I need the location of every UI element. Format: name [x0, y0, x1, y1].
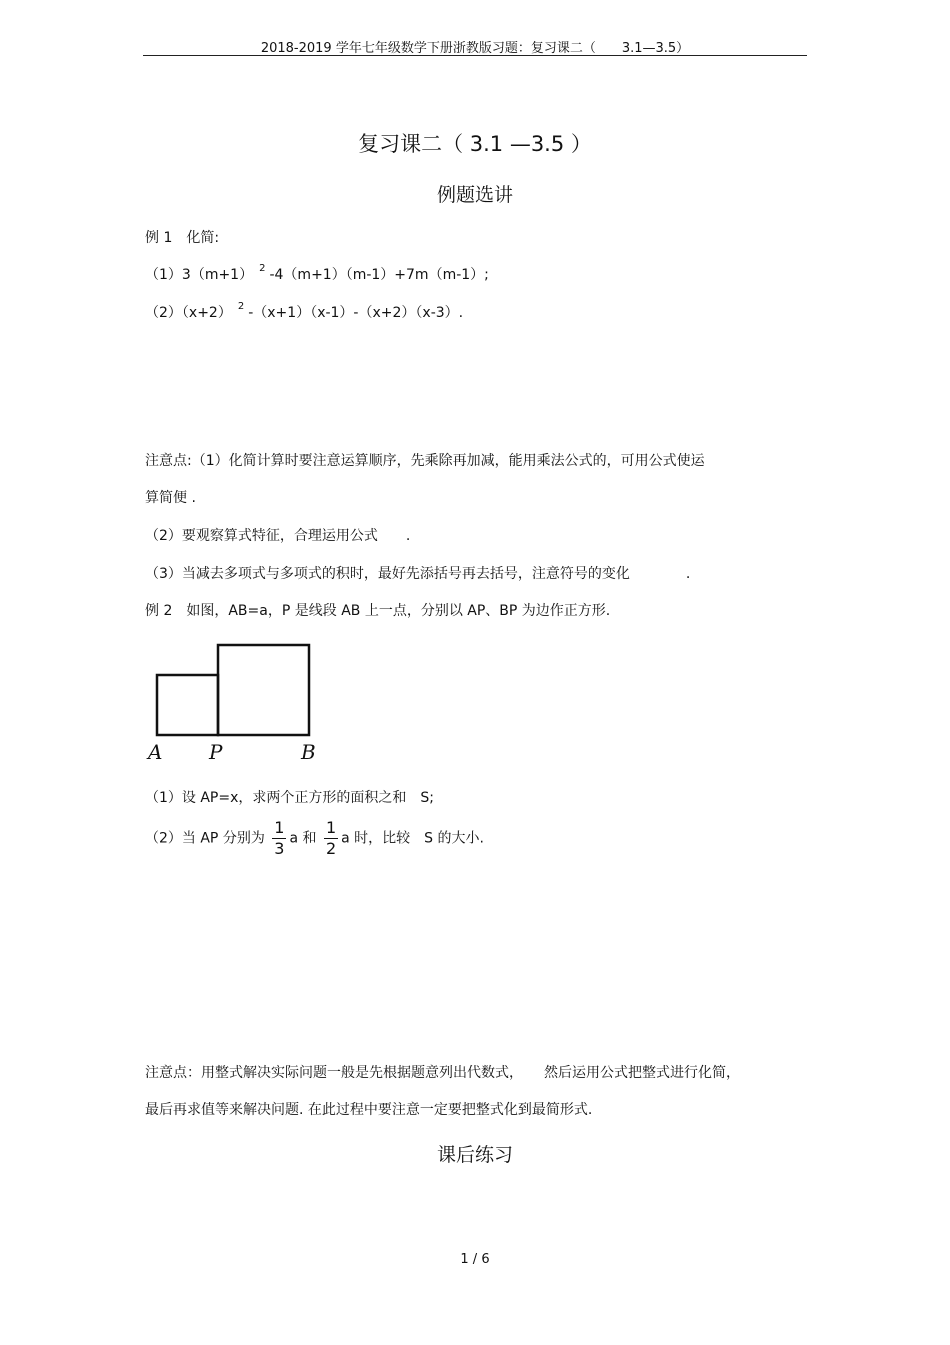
- note1-line4: （3）当减去多项式与多项式的积时，最好先添括号再去括号，注意符号的变化 .: [145, 566, 691, 582]
- square-ap: [157, 675, 218, 735]
- note1-line3: （2）要观察算式特征，合理运用公式 .: [145, 528, 411, 544]
- note2-line1: 注意点：用整式解决实际问题一般是先根据题意列出代数式， 然后运用公式把整式进行化简，: [145, 1065, 740, 1081]
- q2-mid: a 和: [289, 830, 317, 847]
- item2-prefix: （2）（x+2）: [145, 305, 232, 321]
- item1-rest: -4（m+1）（m-1）+7m（m-1）;: [269, 267, 489, 283]
- item1-exponent: 2: [259, 263, 266, 274]
- page-number: 1 / 6: [460, 1252, 490, 1267]
- example2-question1: （1）设 AP=x，求两个正方形的面积之和 S;: [145, 790, 434, 806]
- q2-prefix: （2）当 AP 分别为: [145, 830, 265, 847]
- section-heading-examples: 例题选讲: [436, 184, 513, 206]
- squares-figure: [143, 640, 333, 770]
- item2-exponent: 2: [237, 301, 245, 312]
- page-title: 复习课二（ 3.1 —3.5 ）: [358, 132, 592, 156]
- label-point-b: B: [301, 740, 316, 764]
- label-point-p: P: [209, 740, 223, 764]
- example2-heading: 例 2 如图，AB=a，P 是线段 AB 上一点，分别以 AP、BP 为边作正方形.: [145, 603, 611, 619]
- fraction-one-half: $\frac{1}{2}$: [325, 818, 337, 858]
- square-bp: [218, 645, 309, 735]
- page-header: 2018-2019 学年七年级数学下册浙教版习题：复习课二（ 3.1—3.5）: [260, 41, 690, 56]
- item1-prefix: （1）3（m+1）: [145, 267, 254, 283]
- example2-question2: [145, 818, 484, 859]
- note1-line1: 注意点:（1）化简计算时要注意运算顺序，先乘除再加减，能用乘法公式的，可用公式使运: [145, 453, 705, 469]
- note1-line2: 算简便 .: [145, 490, 196, 506]
- item2-rest: -（x+1）（x-1）-（x+2）（x-3）.: [248, 305, 464, 321]
- label-point-a: A: [148, 740, 163, 764]
- header-rule: [143, 55, 807, 56]
- fraction-one-third: $\frac{1}{3}$: [274, 818, 285, 858]
- example1-item1: [145, 264, 489, 284]
- q2-suffix: a 时，比较 S 的大小.: [341, 830, 484, 847]
- note2-line2: 最后再求值等来解决问题. 在此过程中要注意一定要把整式化到最简形式.: [145, 1102, 593, 1118]
- example1-heading: 例 1 化简:: [145, 230, 220, 246]
- example1-item2: [145, 302, 463, 322]
- section-heading-exercises: 课后练习: [436, 1144, 513, 1166]
